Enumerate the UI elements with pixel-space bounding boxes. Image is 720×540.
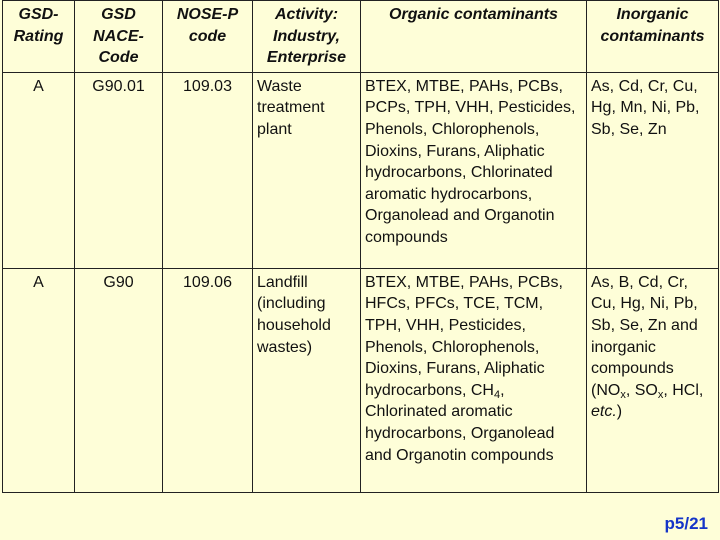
cell-nace-code: G90	[75, 268, 163, 492]
cell-activity: Waste treatment plant	[253, 72, 361, 268]
header-nose-p-code: NOSE-P code	[163, 1, 253, 73]
cell-nose-p-code: 109.06	[163, 268, 253, 492]
inorganic-text-part1: As, B, Cd, Cr, Cu, Hg, Ni, Pb, Sb, Se, Zn and inorganic compounds (NO	[591, 273, 698, 399]
cell-rating: A	[3, 72, 75, 268]
header-row	[3, 1, 719, 73]
inorganic-subscript-1: x	[620, 388, 626, 401]
organic-subscript: 4	[493, 388, 501, 401]
inorganic-subscript-2: x	[657, 388, 664, 401]
inorganic-text-part3: , HCl,	[663, 381, 704, 399]
inorganic-text-part4: )	[616, 403, 623, 421]
inorganic-text-part2: , SO	[625, 381, 658, 399]
header-organic-contaminants: Organic contaminants	[361, 1, 587, 73]
header-inorganic-contaminants: Inorganic contaminants	[587, 1, 719, 73]
organic-text-post: , Chlorinated aromatic hydrocarbons, Organolead and Organotin compounds	[365, 381, 555, 464]
cell-inorganic: As, Cd, Cr, Cu, Hg, Mn, Ni, Pb, Sb, Se, Zn	[587, 72, 719, 268]
cell-organic: BTEX, MTBE, PAHs, PCBs, PCPs, TPH, VHH, Pesticides, Phenols, Chlorophenols, Dioxins, Furans, Aliphatic hydrocarbons, Chlorinated aromatic hydrocarbons, Organolead and Organotin compounds	[361, 72, 587, 268]
cell-organic	[361, 268, 587, 492]
cell-nose-p-code: 109.03	[163, 72, 253, 268]
header-activity: Activity: Industry, Enterprise	[253, 1, 361, 73]
table-row	[3, 268, 719, 492]
cell-rating: A	[3, 268, 75, 492]
cell-nace-code: G90.01	[75, 72, 163, 268]
cell-inorganic	[587, 268, 719, 492]
inorganic-text-italic: etc.	[591, 403, 617, 421]
header-gsd-nace-code: GSD NACE-Code	[75, 1, 163, 73]
organic-text-pre: BTEX, MTBE, PAHs, PCBs, HFCs, PFCs, TCE, TCM, TPH, VHH, Pesticides, Phenols, Chlorophenols, Dioxins, Furans, Aliphatic hydrocarbons, CH	[365, 273, 563, 399]
table-row	[3, 72, 719, 268]
cell-activity: Landfill (including household wastes)	[253, 268, 361, 492]
page-number: p5/21	[664, 514, 708, 533]
contaminants-table	[2, 0, 719, 493]
header-gsd-rating: GSD-Rating	[3, 1, 75, 73]
